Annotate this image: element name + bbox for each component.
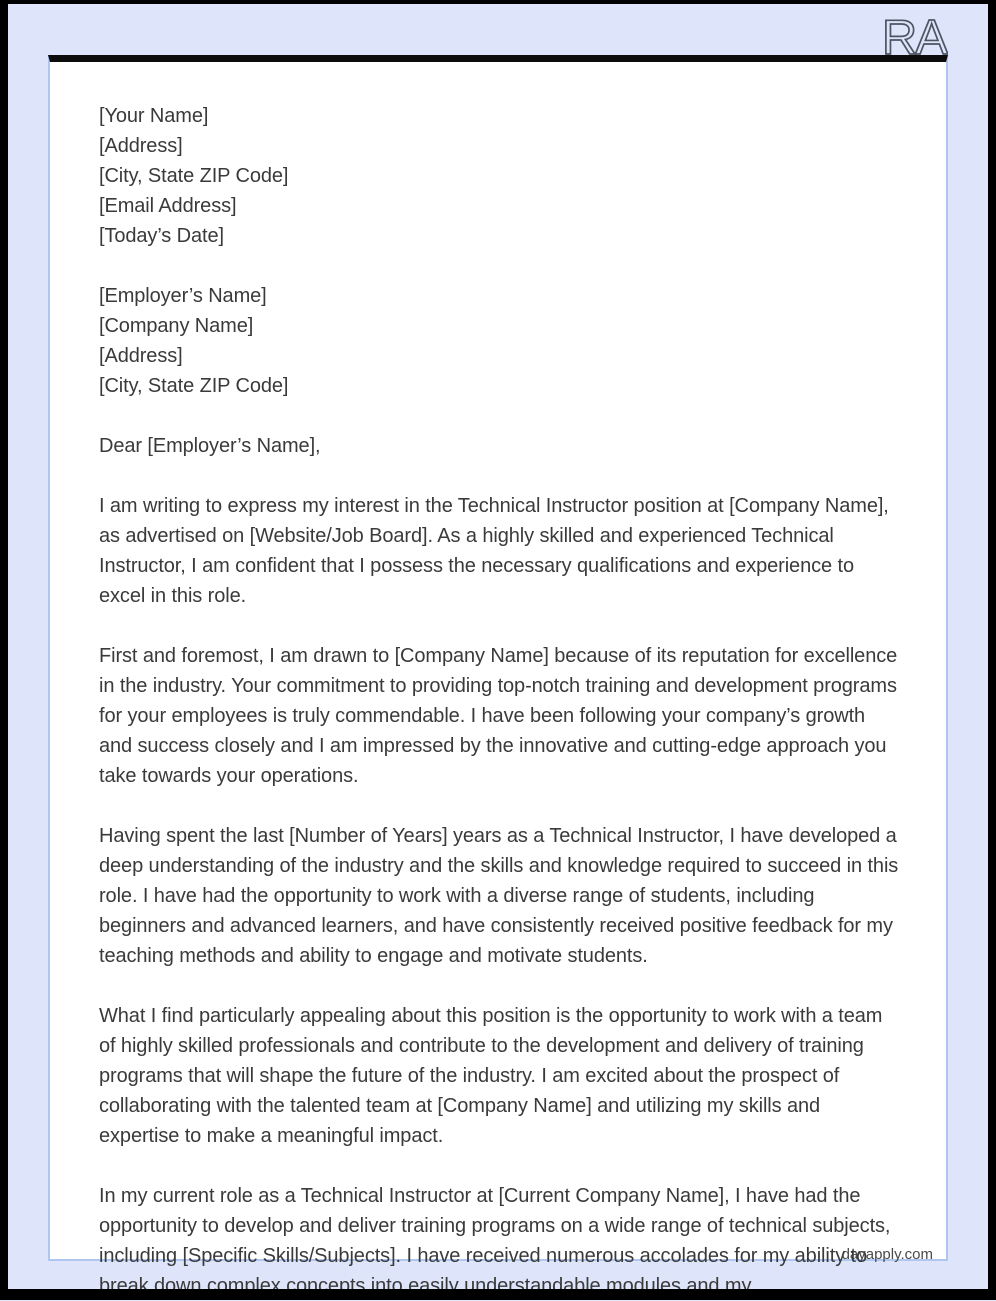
- salutation: Dear [Employer’s Name],: [99, 435, 321, 457]
- sender-email: [Email Address]: [99, 195, 237, 217]
- brand-logo: [872, 7, 948, 57]
- recipient-company: [Company Name]: [99, 315, 254, 337]
- sender-address-block: [99, 101, 902, 251]
- sender-city-state-zip: [City, State ZIP Code]: [99, 165, 289, 187]
- watermark-text: dayapply.com: [841, 1246, 933, 1263]
- letter-paragraph-1: I am writing to express my interest in the Technical Instructor position at [Company Name], as advertised on [Website/Job Board]. As a highly skilled and experienced Technical Instructor, I am confident that I possess the necessary qualifications and experience to excel in this role.: [99, 495, 889, 607]
- recipient-address: [Address]: [99, 345, 183, 367]
- sender-address: [Address]: [99, 135, 183, 157]
- recipient-name: [Employer’s Name]: [99, 285, 267, 307]
- recipient-address-block: [99, 281, 902, 401]
- brand-logo-text: RA: [881, 11, 946, 57]
- letter-paragraph-2: First and foremost, I am drawn to [Company Name] because of its reputation for excellence in the industry. Your commitment to providing top-notch training and development programs for your employees is truly commendable. I have been following your company’s growth and success closely and I am impressed by the innovative and cutting-edge approach you take towards your operations.: [99, 645, 898, 787]
- letter-paragraph-4: What I find particularly appealing about this position is the opportunity to work with a team of highly skilled professionals and contribute to the development and delivery of training programs that will shape the future of the industry. I am excited about the prospect of collaborating with the talented team at [Company Name] and utilizing my skills and expertise to make a meaningful impact.: [99, 1005, 883, 1147]
- letter-content: [50, 62, 946, 1301]
- letter-paragraph-5: In my current role as a Technical Instructor at [Current Company Name], I have had the opportunity to develop and deliver training programs on a wide range of technical subjects, including [Specific Skills/Subjects]. I have received numerous accolades for my ability to break down complex concepts into easily understandable modules and my: [99, 1185, 891, 1297]
- recipient-city-state-zip: [City, State ZIP Code]: [99, 375, 289, 397]
- letter-paragraph-3: Having spent the last [Number of Years] years as a Technical Instructor, I have developed a deep understanding of the industry and the skills and knowledge required to succeed in this role. I have had the opportunity to work with a diverse range of students, including beginners and advanced learners, and have consistently received positive feedback for my teaching methods and ability to engage and motivate students.: [99, 825, 899, 967]
- letter-date: [Today’s Date]: [99, 225, 224, 247]
- sender-name: [Your Name]: [99, 105, 209, 127]
- letter-sheet: [48, 55, 948, 1297]
- salutation-block: [99, 431, 902, 461]
